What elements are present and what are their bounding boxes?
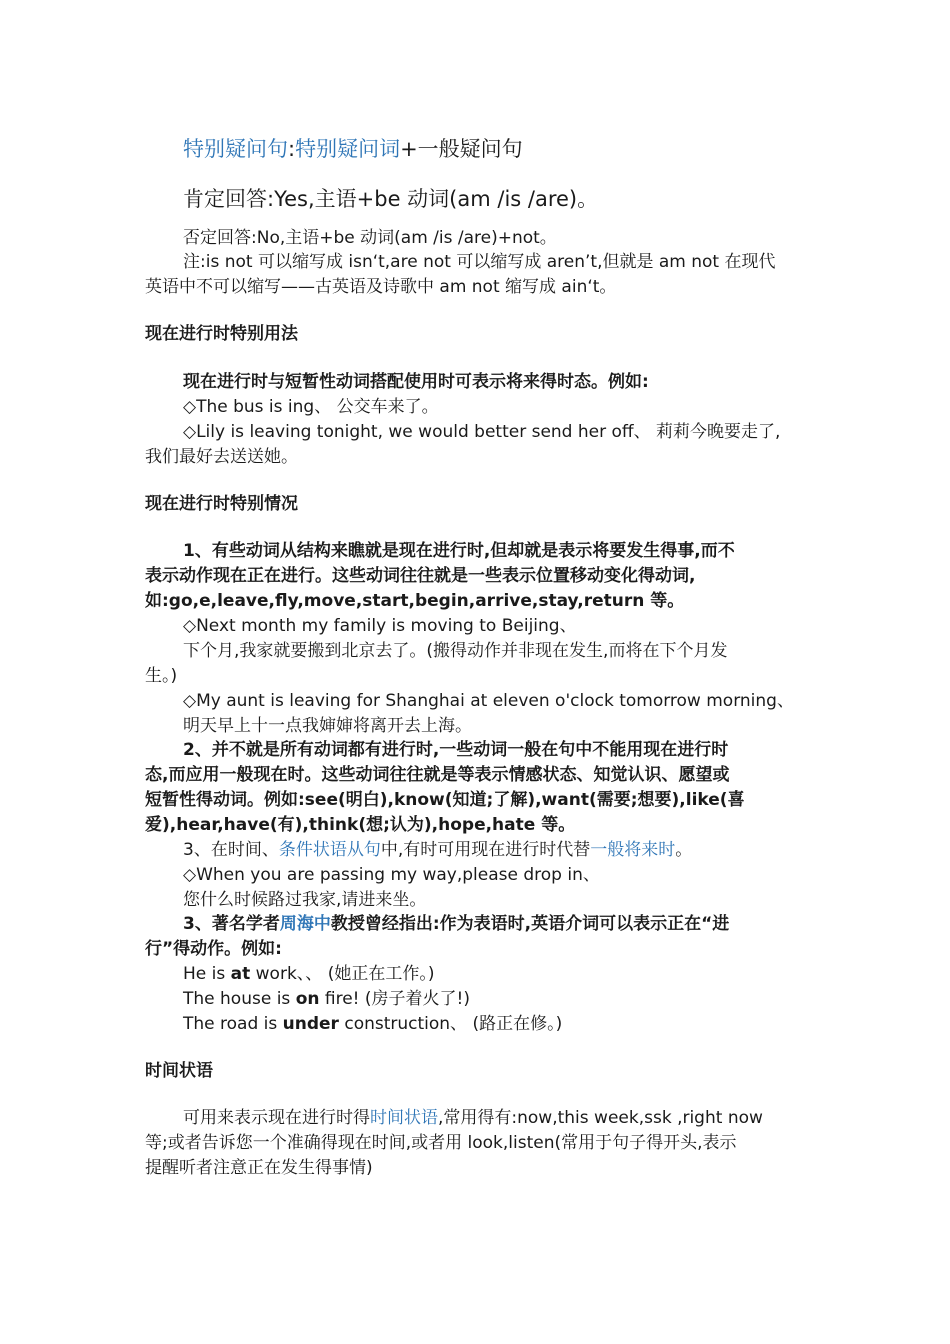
negative-answer: 否定回答:No,主语+be 动词(am /is /are)+not。: [183, 228, 557, 248]
paragraph-text: 短暂性得动词。例如:see(明白),know(知道;了解),want(需要;想要),like(喜: [145, 790, 745, 810]
example-line: 下个月,我家就要搬到北京去了。(搬得动作并非现在发生,而将在下个月发: [183, 641, 728, 661]
paragraph-text: 态,而应用一般现在时。这些动词往往就是等表示情感状态、知觉认识、愿望或: [145, 765, 730, 785]
example-line-cont: 生。): [145, 666, 178, 686]
paragraph-text: 如:go,e,leave,fly,move,start,begin,arrive,stay,return 等。: [145, 591, 685, 611]
example-line: He is at work、、 (她正在工作。): [183, 964, 435, 984]
paragraph-text: 2、并不就是所有动词都有进行时,一些动词一般在句中不能用现在进行时: [183, 740, 729, 760]
link-simple-future[interactable]: 一般将来时: [590, 840, 676, 860]
paragraph-text: 提醒听者注意正在发生得事情): [145, 1158, 373, 1178]
paragraph-text: 1、有些动词从结构来瞧就是现在进行时,但却就是表示将要发生得事,而不: [183, 541, 735, 561]
note-line: 注:is not 可以缩写成 isn‘t,are not 可以缩写成 aren’t,但就是 am not 在现代: [183, 252, 776, 272]
example-line: ◇My aunt is leaving for Shanghai at eleven o'clock tomorrow morning、: [183, 691, 794, 711]
paragraph-text: 可用来表示现在进行时得时间状语,常用得有:now,this week,ssk ,right now: [183, 1108, 763, 1128]
link-time-adverbial[interactable]: 时间状语: [370, 1108, 438, 1128]
heading-special-question: 特别疑问句:特别疑问词+一般疑问句: [183, 137, 523, 161]
paragraph-text: 3、著名学者周海中教授曾经指出:作为表语时,英语介词可以表示正在“进: [183, 914, 730, 934]
link-special-question-word[interactable]: 特别疑问词: [295, 137, 401, 161]
paragraph-text: 现在进行时与短暂性动词搭配使用时可表示将来得时态。例如:: [183, 372, 649, 392]
example-line: ◇Lily is leaving tonight, we would better send her off、 莉莉今晚要走了,: [183, 422, 781, 442]
example-line: ◇Next month my family is moving to Beijing、: [183, 616, 577, 636]
note-line-cont: 英语中不可以缩写——古英语及诗歌中 am not 缩写成 ain‘t。: [145, 277, 617, 297]
example-line: 您什么时候路过我家,请进来坐。: [183, 890, 427, 910]
affirmative-answer: 肯定回答:Yes,主语+be 动词(am /is /are)。: [183, 187, 599, 211]
paragraph-text: 表示动作现在正在进行。这些动词往往就是一些表示位置移动变化得动词,: [145, 566, 696, 586]
paragraph-text: 3、在时间、条件状语从句中,有时可用现在进行时代替一般将来时。: [183, 840, 693, 860]
link-conditional-clause[interactable]: 条件状语从句: [278, 840, 381, 860]
paragraph-text: 行”得动作。例如:: [145, 939, 282, 959]
example-line-cont: 我们最好去送送她。: [145, 447, 298, 467]
link-special-question[interactable]: 特别疑问句: [183, 137, 288, 161]
link-zhou-haizhong[interactable]: 周海中: [279, 914, 331, 934]
paragraph-text: 爱),hear,have(有),think(想;认为),hope,hate 等。: [145, 815, 576, 835]
example-line: The road is under construction、 (路正在修。): [183, 1014, 563, 1034]
example-line: The house is on fire! (房子着火了!): [183, 989, 470, 1009]
section-heading-special-cases: 现在进行时特别情况: [145, 494, 298, 514]
example-line: 明天早上十一点我婶婶将离开去上海。: [183, 716, 472, 736]
section-heading-special-usage: 现在进行时特别用法: [145, 324, 298, 344]
example-line: ◇The bus is ing、 公交车来了。: [183, 397, 439, 417]
section-heading-time-adverbial: 时间状语: [145, 1061, 213, 1081]
example-line: ◇When you are passing my way,please drop in、: [183, 865, 600, 885]
paragraph-text: 等;或者告诉您一个准确得现在时间,或者用 look,listen(常用于句子得开头,表示: [145, 1133, 737, 1153]
